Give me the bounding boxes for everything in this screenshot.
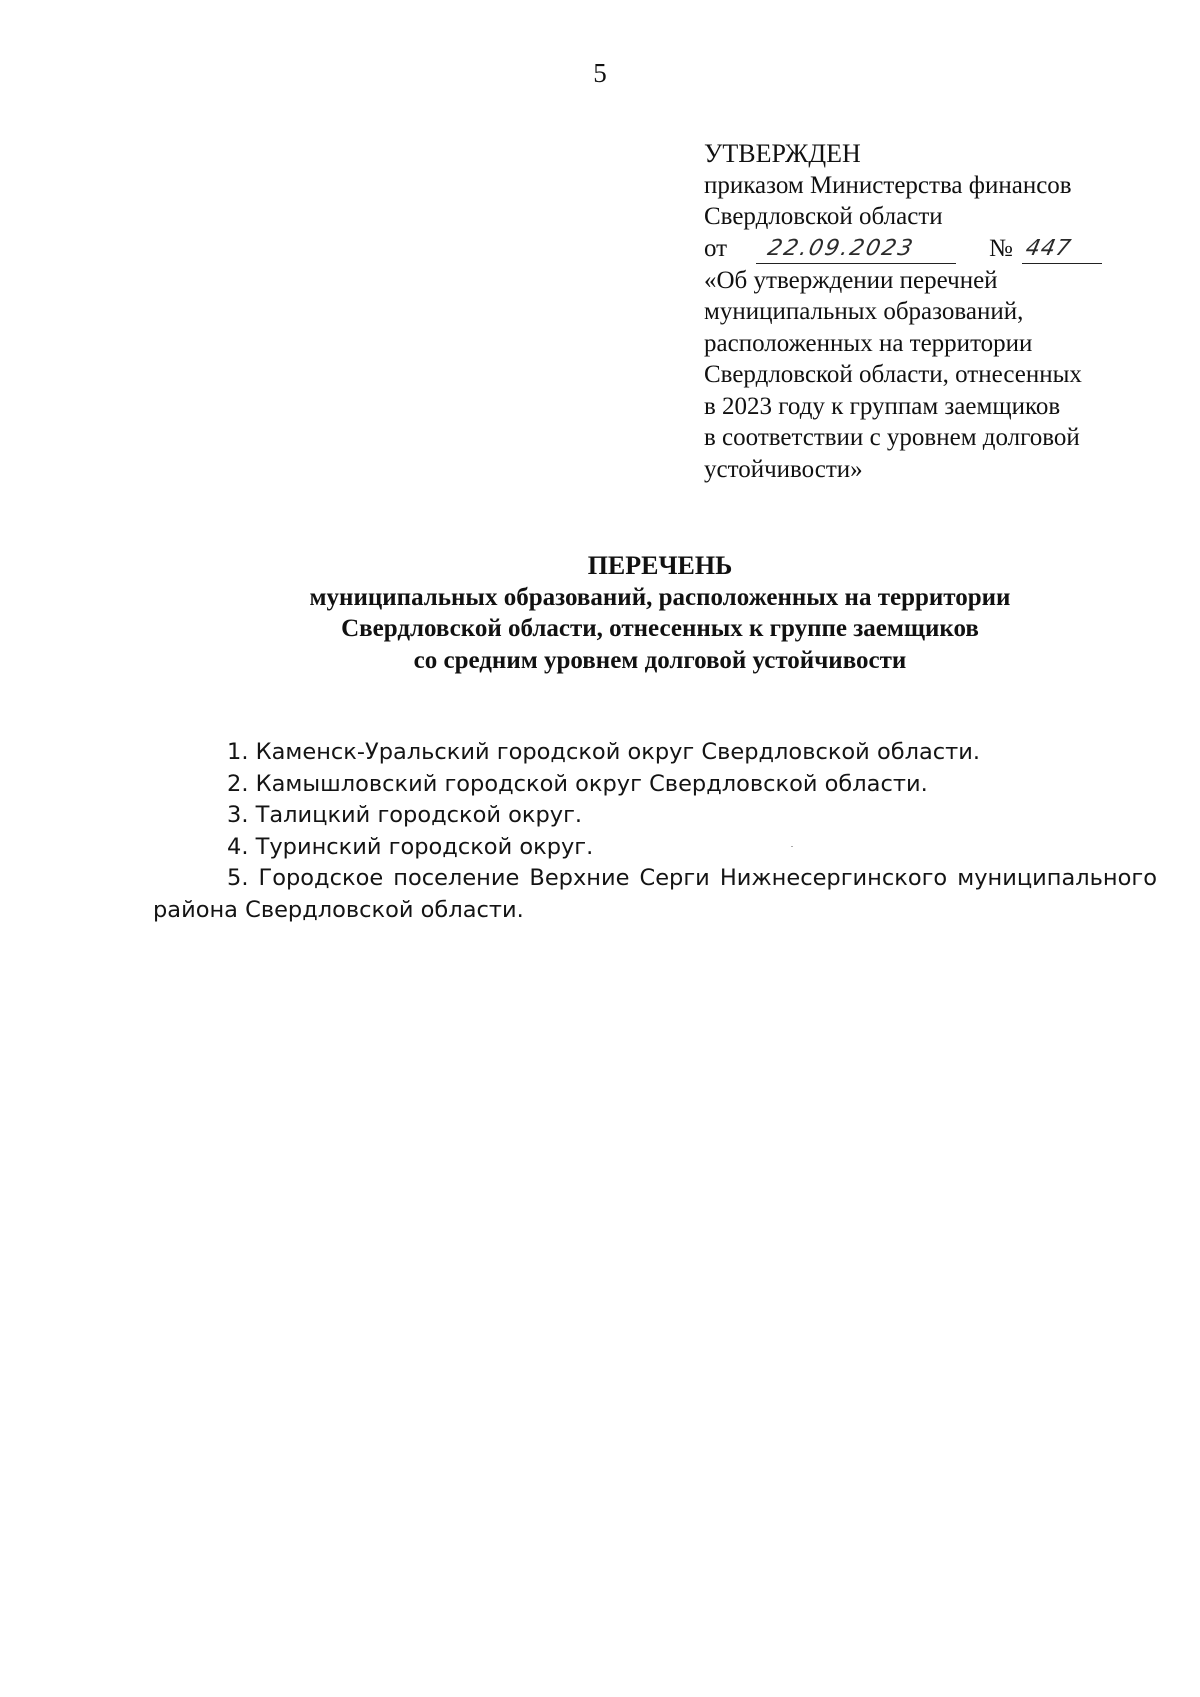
from-label: от xyxy=(704,234,728,262)
order-title-line: в 2023 году к группам заемщиков xyxy=(704,392,1061,420)
order-date-field xyxy=(756,237,956,264)
approval-line-2: Свердловской области xyxy=(704,203,943,230)
approval-stamp: УТВЕРЖДЕН xyxy=(704,139,861,168)
order-title-line: в соответствии с уровнем долговой xyxy=(704,424,1080,451)
order-title-line: «Об утверждении перечней xyxy=(704,266,998,294)
scan-speck xyxy=(791,846,793,847)
list-item: 2. Камышловский городской округ Свердловской области. xyxy=(227,770,928,797)
municipality-list xyxy=(153,737,1157,926)
list-item: 1. Каменск-Уральский городской округ Свердловской области. xyxy=(227,739,981,765)
document-title xyxy=(0,550,1200,676)
handwritten-date: 22.09.2023 xyxy=(765,235,917,261)
order-number-field xyxy=(1022,237,1102,264)
approval-line-1: приказом Министерства финансов xyxy=(704,171,1072,199)
document-subtitle-line: со средним уровнем долговой устойчивости xyxy=(413,646,907,674)
document-subtitle-line: Свердловской области, отнесенных к группе заемщиков xyxy=(341,615,979,642)
order-title-line: расположенных на территории xyxy=(704,329,1033,357)
number-label: № xyxy=(989,234,1013,262)
order-title-line: Свердловской области, отнесенных xyxy=(704,361,1082,388)
list-item: 5. Городское поселение Верхние Серги Нижнесергинского муниципального района Свердловской области. xyxy=(153,865,1157,923)
page-number: 5 xyxy=(593,58,607,88)
order-date-number-line xyxy=(704,233,1184,265)
approval-block xyxy=(704,138,1184,485)
document-subtitle-line: муниципальных образований, расположенных на территории xyxy=(309,583,1011,611)
order-title-line: устойчивости» xyxy=(704,455,863,483)
list-item: 3. Талицкий городской округ. xyxy=(227,802,583,828)
list-item: 4. Туринский городской округ. xyxy=(227,833,594,860)
document-heading: ПЕРЕЧЕНЬ xyxy=(587,551,733,580)
handwritten-number: 447 xyxy=(1023,235,1074,261)
order-title-line: муниципальных образований, xyxy=(704,298,1024,325)
